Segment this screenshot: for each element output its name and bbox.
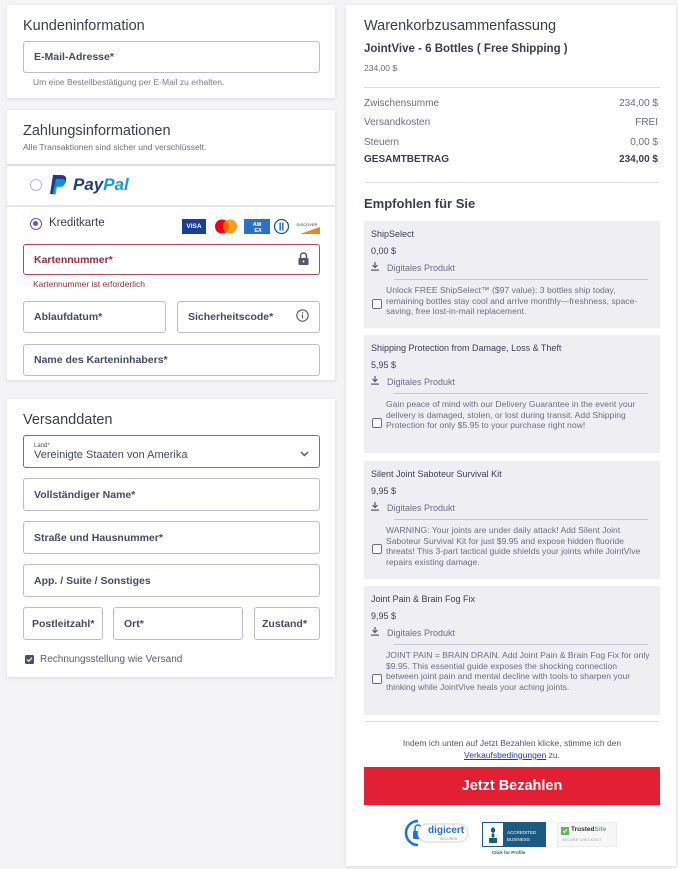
total-row bbox=[364, 154, 658, 165]
recommended-item-name: Silent Joint Saboteur Survival Kit bbox=[371, 469, 502, 479]
email-field[interactable] bbox=[23, 41, 320, 73]
checkout-divider bbox=[364, 721, 660, 722]
full-name-label: Vollständiger Name* bbox=[34, 488, 136, 501]
expiry-label: Ablaufdatum* bbox=[34, 311, 103, 323]
download-icon bbox=[371, 502, 379, 513]
svg-text:DISCOVER: DISCOVER bbox=[296, 222, 318, 227]
svg-text:EX: EX bbox=[254, 228, 262, 234]
recommended-item-survival-kit bbox=[364, 461, 660, 579]
subtotal-label: Zwischensumme bbox=[364, 98, 440, 109]
billing-same-label: Rechnungsstellung wie Versand bbox=[40, 653, 183, 665]
recommended-item-description: JOINT PAIN = BRAIN DRAIN. Add Joint Pain & Brain Fog Fix for only $9.95. This essential guide exposes the shocking connection between joint pain and mental decline with tools to sharpen your thinking while JointVive heals your aching joints. bbox=[386, 650, 650, 692]
mastercard-icon bbox=[213, 219, 239, 234]
country-select[interactable] bbox=[23, 435, 320, 468]
recommended-item-name: Joint Pain & Brain Fog Fix bbox=[371, 594, 476, 604]
recommended-item-price: 9,95 $ bbox=[371, 611, 397, 621]
total-value: 234,00 $ bbox=[619, 154, 658, 165]
recommended-item-price: 5,95 $ bbox=[371, 360, 397, 370]
recommended-item-description: Gain peace of mind with our Delivery Guarantee in the event your delivery is damaged, stolen, or lost during transit. Add Shipping Protection for only $5.95 to your purchase right now! bbox=[386, 399, 636, 431]
download-icon bbox=[371, 376, 379, 387]
cvc-field[interactable] bbox=[177, 301, 320, 333]
recommended-item-brain-fog-fix bbox=[364, 586, 660, 715]
subtotal-value: 234,00 $ bbox=[619, 98, 658, 109]
discover-icon bbox=[294, 219, 320, 234]
pay-now-button[interactable]: Jetzt Bezahlen bbox=[364, 767, 660, 805]
paypal-radio[interactable] bbox=[30, 179, 42, 191]
trustedsite-badge[interactable] bbox=[557, 822, 617, 847]
recommended-item-name: ShipSelect bbox=[371, 229, 415, 239]
order-summary-panel bbox=[346, 5, 676, 866]
order-summary-title: Warenkorbzusammenfassung bbox=[364, 18, 557, 34]
trustedsite-label-a: Trusted bbox=[571, 826, 595, 833]
svg-text:AM: AM bbox=[252, 222, 262, 228]
cardholder-name-label: Name des Karteninhabers* bbox=[34, 354, 168, 366]
trustedsite-label bbox=[571, 826, 606, 833]
recommended-item-price: 0,00 $ bbox=[371, 246, 397, 256]
tax-row bbox=[364, 137, 658, 148]
recommended-item-type bbox=[371, 376, 455, 387]
card-brands bbox=[182, 215, 322, 235]
recommended-title: Empfohlen für Sie bbox=[364, 196, 476, 211]
card-number-error: Kartennummer ist erforderlich bbox=[33, 279, 145, 289]
paypal-wordmark-pal: Pal bbox=[103, 175, 129, 194]
recommended-item-type-label: Digitales Produkt bbox=[387, 376, 456, 387]
recommended-item-price: 9,95 $ bbox=[371, 486, 397, 496]
email-hint: Um eine Bestellbestätigung per E-Mail zu erhalten. bbox=[33, 77, 225, 87]
digicert-label: digicert bbox=[428, 825, 465, 836]
shipping-cost-row bbox=[364, 117, 658, 128]
customer-info-panel bbox=[7, 5, 335, 98]
amex-icon bbox=[244, 219, 270, 234]
zip-field[interactable] bbox=[23, 607, 103, 640]
recommended-item-type-label: Digitales Produkt bbox=[387, 262, 456, 273]
terms-notice bbox=[364, 737, 660, 761]
recommended-item-type bbox=[371, 262, 455, 273]
city-field[interactable] bbox=[113, 607, 243, 640]
apt-field[interactable] bbox=[23, 564, 320, 597]
paypal-wordmark bbox=[73, 175, 129, 195]
shipping-panel bbox=[7, 399, 335, 677]
paypal-option[interactable] bbox=[23, 172, 223, 198]
zip-label: Postleitzahl* bbox=[32, 617, 95, 630]
apt-label: App. / Suite / Sonstiges bbox=[34, 574, 151, 587]
download-icon bbox=[371, 262, 379, 273]
visa-icon: VISA bbox=[182, 219, 206, 234]
terms-text: Indem ich unten auf Jetzt Bezahlen klicke, stimme ich den bbox=[402, 738, 622, 748]
bbb-caption: Click for Profile bbox=[492, 850, 526, 855]
recommended-item-type-label: Digitales Produkt bbox=[387, 627, 456, 638]
terms-suffix: zu. bbox=[548, 750, 560, 760]
street-label: Straße und Hausnummer* bbox=[34, 531, 163, 544]
state-field[interactable] bbox=[254, 607, 320, 640]
payment-panel bbox=[7, 110, 335, 380]
payment-title: Zahlungsinformationen bbox=[23, 123, 171, 139]
card-number-field[interactable] bbox=[23, 244, 320, 275]
bbb-torch-icon bbox=[486, 825, 500, 850]
digicert-sub: SECURED bbox=[440, 837, 458, 841]
total-label: GESAMTBETRAG bbox=[364, 154, 449, 165]
download-icon bbox=[371, 627, 379, 638]
terms-link[interactable]: Verkaufsbedingungen bbox=[464, 750, 547, 760]
shipping-protection-checkbox[interactable] bbox=[372, 418, 382, 428]
shipping-cost-value: FREI bbox=[635, 117, 658, 128]
customer-info-title: Kundeninformation bbox=[23, 18, 145, 34]
billing-same-checkbox[interactable] bbox=[25, 655, 34, 664]
state-label: Zustand* bbox=[262, 617, 307, 630]
bbb-label-box bbox=[503, 823, 545, 846]
credit-card-label: Kreditkarte bbox=[49, 217, 105, 229]
brain-fog-fix-checkbox[interactable] bbox=[372, 674, 382, 684]
recommended-item-divider bbox=[394, 644, 648, 645]
shipping-cost-label: Versandkosten bbox=[364, 117, 431, 128]
shipselect-checkbox[interactable] bbox=[372, 299, 382, 309]
product-price: 234,00 $ bbox=[364, 63, 398, 73]
bbb-badge[interactable] bbox=[482, 822, 546, 858]
product-name: JointVive - 6 Bottles ( Free Shipping ) bbox=[364, 43, 568, 55]
card-number-label: Kartennummer* bbox=[34, 253, 113, 266]
trust-badges bbox=[404, 817, 624, 861]
bbb-badge-frame bbox=[482, 822, 546, 847]
expiry-field[interactable] bbox=[23, 301, 166, 333]
recommended-item-divider bbox=[394, 279, 648, 280]
recommended-item-divider bbox=[394, 393, 648, 394]
trustedsite-label-b: Site bbox=[594, 826, 607, 833]
email-field-label: E-Mail-Adresse* bbox=[34, 51, 114, 63]
recommended-item-description: Unlock FREE ShipSelect™ ($97 value): 3 bottles ship today, remaining bottles stay cool and arrive monthly—freshness, space-saving, free lost-in-mail replacement. bbox=[386, 285, 638, 317]
payment-subtitle: Alle Transaktionen sind sicher und verschlüsselt. bbox=[23, 142, 207, 152]
bbb-line2: BUSINESS bbox=[507, 837, 530, 842]
summary-divider-bottom bbox=[364, 182, 660, 183]
survival-kit-checkbox[interactable] bbox=[372, 544, 382, 554]
credit-card-option[interactable] bbox=[23, 214, 163, 236]
cardholder-name-field[interactable] bbox=[23, 344, 320, 376]
tax-label: Steuern bbox=[364, 137, 400, 148]
full-name-field[interactable] bbox=[23, 478, 320, 511]
check-icon bbox=[561, 827, 569, 835]
summary-divider-top bbox=[364, 87, 660, 88]
city-label: Ort* bbox=[124, 617, 144, 630]
digicert-badge[interactable] bbox=[404, 819, 472, 847]
paypal-divider bbox=[7, 205, 335, 207]
recommended-item-type bbox=[371, 502, 455, 513]
paypal-logo-icon bbox=[49, 174, 69, 201]
billing-same-option[interactable] bbox=[25, 652, 182, 666]
recommended-item-type-label: Digitales Produkt bbox=[387, 502, 456, 513]
recommended-item-shipping-protection bbox=[364, 335, 660, 453]
diners-club-icon bbox=[274, 219, 289, 234]
info-icon[interactable] bbox=[296, 309, 309, 325]
lock-icon bbox=[298, 252, 309, 268]
recommended-item-shipselect bbox=[364, 221, 660, 328]
country-label: Land* bbox=[34, 442, 50, 449]
paypal-wordmark-pay: Pay bbox=[73, 175, 104, 194]
cvc-label: Sicherheitscode* bbox=[188, 311, 274, 323]
country-value: Vereinigte Staaten von Amerika bbox=[34, 448, 188, 461]
payment-divider bbox=[7, 164, 335, 166]
tax-value: 0,00 $ bbox=[630, 137, 658, 148]
subtotal-row bbox=[364, 98, 658, 109]
credit-card-radio[interactable] bbox=[30, 218, 42, 230]
recommended-item-divider bbox=[394, 519, 648, 520]
street-field[interactable] bbox=[23, 521, 320, 554]
recommended-item-description: WARNING: Your joints are under daily attack! Add Silent Joint Saboteur Survival Kit for just $9.95 and expose hidden fluoride threats! This 3-part tactical guide shields your joints while JointVive repairs existing damage. bbox=[386, 525, 641, 567]
recommended-item-name: Shipping Protection from Damage, Loss & Theft bbox=[371, 343, 562, 353]
chevron-down-icon bbox=[300, 448, 309, 460]
bbb-line1: ACCREDITED bbox=[507, 830, 537, 835]
recommended-item-type bbox=[371, 627, 455, 638]
shipping-title: Versanddaten bbox=[23, 412, 113, 428]
trustedsite-sub: SECURE CHECKOUT bbox=[562, 838, 602, 842]
